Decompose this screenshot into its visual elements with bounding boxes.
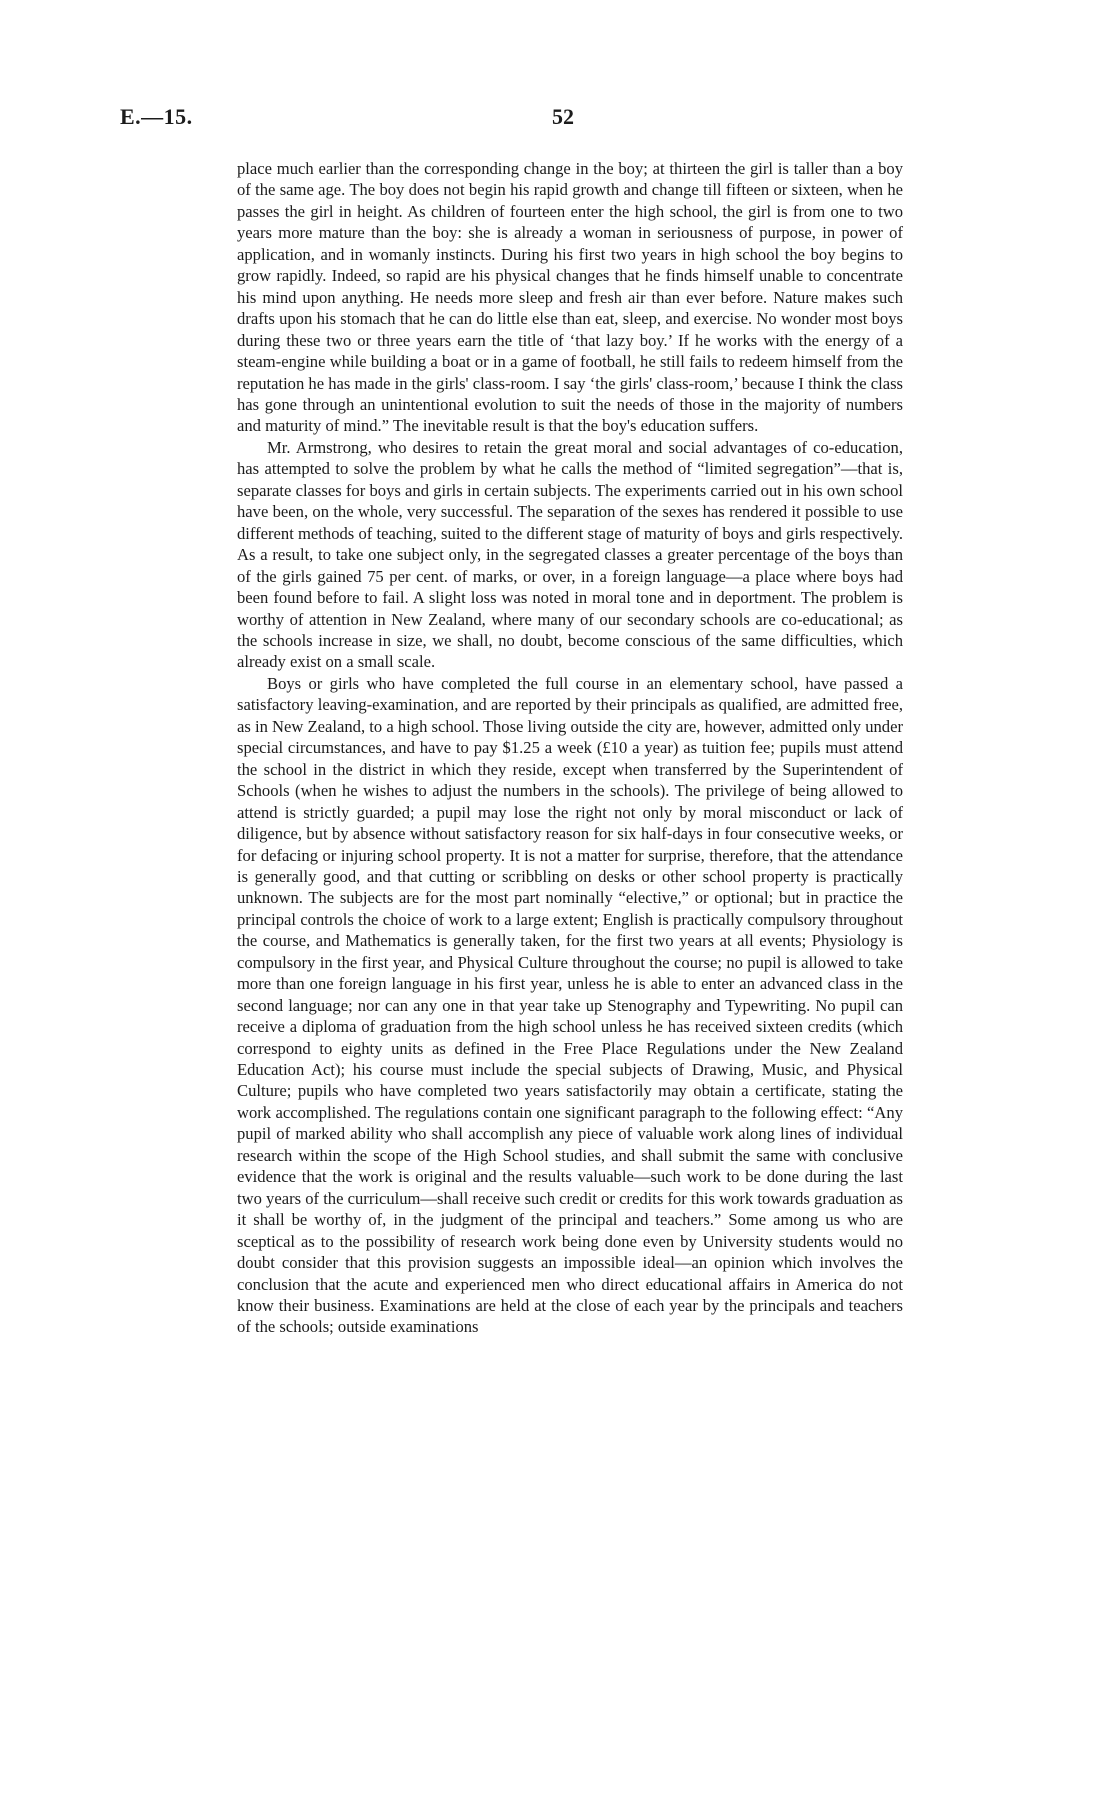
paragraph-continued: place much earlier than the corresponding change in the boy; at thirteen the girl is taller than a boy of the same age. The boy does not begin his rapid growth and change till fifteen or sixteen, when he passes the girl in height. As children of fourteen enter the high school, the girl is from one to two years more mature than the boy: she is already a woman in seriousness of purpose, in power of application, and in womanly instincts. During his first two years in high school the boy begins to grow rapidly. Indeed, so rapid are his physical changes that he finds himself unable to concentrate his mind upon anything. He needs more sleep and fresh air than ever before. Nature makes such drafts upon his stomach that he can do little else than eat, sleep, and exercise. No wonder most boys during these two or three years earn the title of ‘that lazy boy.’ If he works with the energy of a steam-engine while building a boat or in a game of football, he still fails to redeem himself from the reputation he has made in the girls' class-room. I say ‘the girls' class-room,’ because I think the class has gone through an unintentional evolution to suit the needs of those in the majority of numbers and maturity of mind.” The inevitable result is that the boy's education suffers. (237, 159, 904, 436)
document-reference: E.—15. (120, 104, 193, 129)
page-number: 52 (552, 104, 574, 129)
page-header (120, 104, 580, 134)
body-text (237, 158, 903, 1338)
paragraph-armstrong: Mr. Armstrong, who desires to retain the great moral and social advantages of co-education, has attempted to solve the problem by what he calls the method of “limited segregation”—that is, separate classes for boys and girls in certain subjects. The experiments carried out in his own school have been, on the whole, very successful. The separation of the sexes has rendered it possible to use different methods of teaching, suited to the different stage of maturity of boys and girls respectively. As a result, to take one subject only, in the segregated classes a greater percentage of the boys than of the girls gained 75 per cent. of marks, or over, in a foreign language—a place where boys had been found before to fail. A slight loss was noted in moral tone and in deportment. The problem is worthy of attention in New Zealand, where many of our secondary schools are co-educational; as the schools increase in size, we shall, no doubt, become conscious of the same difficulties, which already exist on a small scale. (237, 437, 903, 672)
paragraph-admission: Boys or girls who have completed the full course in an elementary school, have passed a satisfactory leaving-examination, and are reported by their principals as qualified, are admitted free, as in New Zealand, to a high school. Those living outside the city are, however, admitted only under special circumstances, and have to pay $1.25 a week (£10 a year) as tuition fee; pupils must attend the school in the district in which they reside, except when transferred by the Superintendent of Schools (when he wishes to adjust the numbers in the schools). The privilege of being allowed to attend is strictly guarded; a pupil may lose the right not only by moral misconduct or lack of diligence, but by absence without satisfactory reason for six half-days in four consecutive weeks, or for defacing or injuring school property. It is not a matter for surprise, therefore, that the attendance is generally good, and that cutting or scribbling on desks or other school property is practically unknown. The subjects are for the most part nominally “elective,” or optional; but in practice the principal controls the choice of work to a large extent; English is practically compulsory throughout the course, and Mathematics is generally taken, for the first two years at all events; Physiology is compulsory in the first year, and Physical Culture throughout the course; no pupil is allowed to take more than one foreign language in his first year, unless he is able to enter an advanced class in the second language; nor can any one in that year take up Stenography and Typewriting. No pupil can receive a diploma of graduation from the high school unless he has received sixteen credits (which correspond to eighty units as defined in the Free Place Regulations under the New Zealand Education Act); his course must include the special subjects of Drawing, Music, and Physical Culture; pupils who have completed two years satisfactorily may obtain a certificate, stating the work accomplished. The regulations contain one significant paragraph to the following effect: “Any pupil of marked ability who shall accomplish any piece of valuable work along lines of individual research within the scope of the High School studies, and shall submit the same with conclusive evidence that the work is original and the results valuable—such work to be done during the last two years of the curriculum—shall receive such credit or credits for this work towards graduation as it shall be worthy of, in the judgment of the principal and teachers.” Some among us who are sceptical as to the possibility of research work being done even by University students would no doubt consider that this provision suggests an impossible ideal—an opinion which involves the conclusion that the acute and experienced men who direct educational affairs in America do not know their business. Examinations are held at the close of each year by the principals and teachers of the schools; outside examinations (237, 673, 903, 1337)
